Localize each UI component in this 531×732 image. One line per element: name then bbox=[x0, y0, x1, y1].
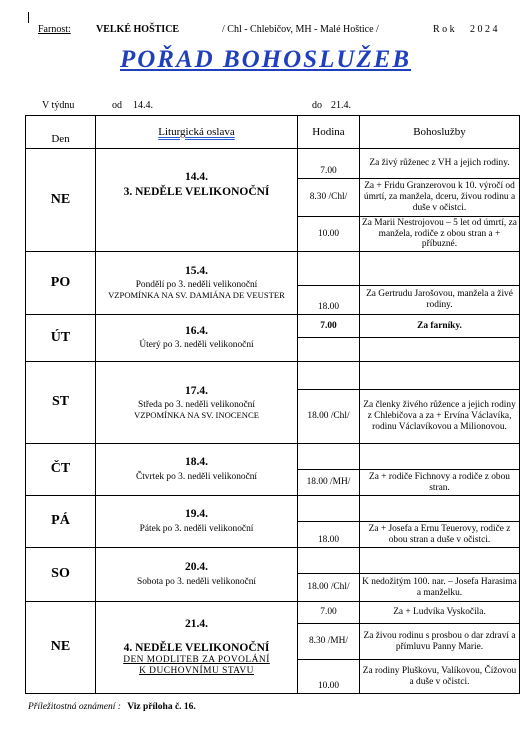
date: 18.4. bbox=[185, 456, 208, 469]
celebration: Sobota po 3. neděli velikonoční bbox=[137, 576, 256, 587]
hour-cell: 18.00 /MH/ bbox=[298, 470, 360, 496]
prayer-day-note: DEN MODLITEB ZA POVOLÁNÍ bbox=[123, 654, 270, 665]
date: 21.4. bbox=[185, 618, 208, 631]
col-header-liturgy: Liturgická oslava bbox=[96, 116, 298, 149]
hour-cell: 7.00 bbox=[298, 315, 360, 338]
service-cell: Za + Josefa a Ernu Teuerovy, rodiče z obou stran a duše v očistci. bbox=[360, 522, 520, 548]
week-to-label: do bbox=[312, 100, 322, 111]
hour-cell bbox=[298, 252, 360, 286]
liturgy-cell bbox=[96, 548, 298, 602]
hour-cell: 10.00 bbox=[298, 660, 360, 694]
celebration: Pátek po 3. neděli velikonoční bbox=[139, 523, 254, 534]
week-label: V týdnu bbox=[42, 100, 75, 111]
service-cell bbox=[360, 362, 520, 390]
table-row bbox=[26, 444, 520, 470]
liturgy-cell bbox=[96, 149, 298, 252]
liturgy-cell bbox=[96, 252, 298, 315]
day-cell: NE bbox=[26, 602, 96, 694]
hour-cell bbox=[298, 496, 360, 522]
hour-cell: 18.00 /Chl/ bbox=[298, 574, 360, 602]
service-cell: Za + Fridu Granzerovou k 10. výročí od úmrtí, za manžela, dceru, živou rodinu a duše v očistci. bbox=[360, 179, 520, 217]
celebration: 3. NEDĚLE VELIKONOČNÍ bbox=[123, 186, 270, 199]
service-cell: Za Marii Nestrojovou – 5 let od úmrtí, za manžela, rodiče z obou stran a + příbuzné. bbox=[360, 217, 520, 252]
parish-name: VELKÉ HOŠTICE bbox=[96, 24, 180, 35]
service-cell: Za rodiny Pluškovu, Valíkovou, Čížovou a duše v očistci. bbox=[360, 660, 520, 694]
hour-cell bbox=[298, 338, 360, 362]
page-title: POŘAD BOHOSLUŽEB bbox=[119, 46, 412, 73]
hour-cell: 18.00 bbox=[298, 286, 360, 315]
celebration: Čtvrtek po 3. neděli velikonoční bbox=[135, 471, 258, 482]
hour-cell: 8.30 /MH/ bbox=[298, 624, 360, 660]
hour-cell: 10.00 bbox=[298, 217, 360, 252]
footnote bbox=[28, 702, 196, 712]
table-row bbox=[26, 496, 520, 522]
table-row bbox=[26, 362, 520, 390]
table-row bbox=[26, 548, 520, 574]
cursor-mark bbox=[28, 12, 29, 23]
service-cell: Za živou rodinu s prosbou o dar zdraví a přímluvu Panny Marie. bbox=[360, 624, 520, 660]
date: 19.4. bbox=[185, 508, 208, 521]
service-cell: Za členky živého růžence a jejich rodiny z Chlebičova a za + Ervína Václavíka, rodinu Václavíkovou a Milionovou. bbox=[360, 390, 520, 444]
week-from-label: od bbox=[112, 100, 122, 111]
year-label: R o k bbox=[433, 24, 455, 35]
footnote-label: Příležitostná oznámení : bbox=[28, 702, 121, 712]
hour-cell bbox=[298, 444, 360, 470]
farnost-label: Farnost: bbox=[38, 24, 71, 35]
service-cell: K nedožitým 100. nar. – Josefa Harasima a manželku. bbox=[360, 574, 520, 602]
hour-cell bbox=[298, 548, 360, 574]
service-cell bbox=[360, 496, 520, 522]
service-cell: Za + Ludvíka Vyskočila. bbox=[360, 602, 520, 624]
liturgy-cell bbox=[96, 602, 298, 694]
hour-cell: 18.00 /Chl/ bbox=[298, 390, 360, 444]
celebration: 4. NEDĚLE VELIKONOČNÍ bbox=[123, 641, 270, 654]
liturgy-cell bbox=[96, 496, 298, 548]
hour-cell: 7.00 bbox=[298, 602, 360, 624]
table-header-row bbox=[26, 116, 520, 149]
table-row bbox=[26, 315, 520, 338]
celebration: Úterý po 3. neděli velikonoční bbox=[139, 340, 254, 351]
hour-cell bbox=[298, 362, 360, 390]
table-row bbox=[26, 149, 520, 179]
hour-cell: 8.30 /Chl/ bbox=[298, 179, 360, 217]
liturgy-cell bbox=[96, 444, 298, 496]
service-cell: Za Gertrudu Jarošovou, manžela a živé rodiny. bbox=[360, 286, 520, 315]
date: 17.4. bbox=[185, 384, 208, 397]
table-row bbox=[26, 252, 520, 286]
memorial-note: VZPOMÍNKA NA SV. DAMIÁNA DE VEUSTER bbox=[108, 290, 285, 301]
date: 20.4. bbox=[185, 561, 208, 574]
day-cell: SO bbox=[26, 548, 96, 602]
service-cell: Za farníky. bbox=[360, 315, 520, 338]
liturgy-cell bbox=[96, 362, 298, 444]
memorial-note: VZPOMÍNKA NA SV. INOCENCE bbox=[134, 409, 259, 420]
week-from: 14.4. bbox=[133, 100, 153, 111]
celebration: Středa po 3. neděli velikonoční bbox=[138, 399, 255, 410]
service-cell: Za živý růženec z VH a jejich rodiny. bbox=[360, 149, 520, 179]
col-header-day: Den bbox=[26, 116, 96, 149]
day-cell: PÁ bbox=[26, 496, 96, 548]
week-to: 21.4. bbox=[331, 100, 351, 111]
col-header-service: Bohoslužby bbox=[360, 116, 520, 149]
date: 14.4. bbox=[185, 171, 208, 183]
day-cell: ČT bbox=[26, 444, 96, 496]
celebration: Pondělí po 3. neděli velikonoční bbox=[135, 280, 258, 291]
service-cell bbox=[360, 252, 520, 286]
service-cell bbox=[360, 338, 520, 362]
col-header-hour: Hodina bbox=[298, 116, 360, 149]
hour-cell: 18.00 bbox=[298, 522, 360, 548]
vocation-note: K DUCHOVNÍMU STAVU bbox=[139, 665, 254, 676]
schedule-table bbox=[25, 115, 520, 694]
branches-legend: / Chl - Chlebičov, MH - Malé Hoštice / bbox=[222, 24, 379, 35]
hour-cell: 7.00 bbox=[298, 149, 360, 179]
day-cell: NE bbox=[26, 149, 96, 252]
day-cell: PO bbox=[26, 252, 96, 315]
liturgy-cell bbox=[96, 315, 298, 362]
footnote-text: Viz příloha č. 16. bbox=[127, 702, 196, 712]
table-row bbox=[26, 602, 520, 624]
service-cell: Za + rodiče Fichnovy a rodiče z obou stran. bbox=[360, 470, 520, 496]
service-cell bbox=[360, 548, 520, 574]
day-cell: ST bbox=[26, 362, 96, 444]
day-cell: ÚT bbox=[26, 315, 96, 362]
date: 16.4. bbox=[185, 324, 208, 337]
year-value: 2 0 2 4 bbox=[470, 24, 498, 35]
service-cell bbox=[360, 444, 520, 470]
date: 15.4. bbox=[185, 265, 208, 278]
